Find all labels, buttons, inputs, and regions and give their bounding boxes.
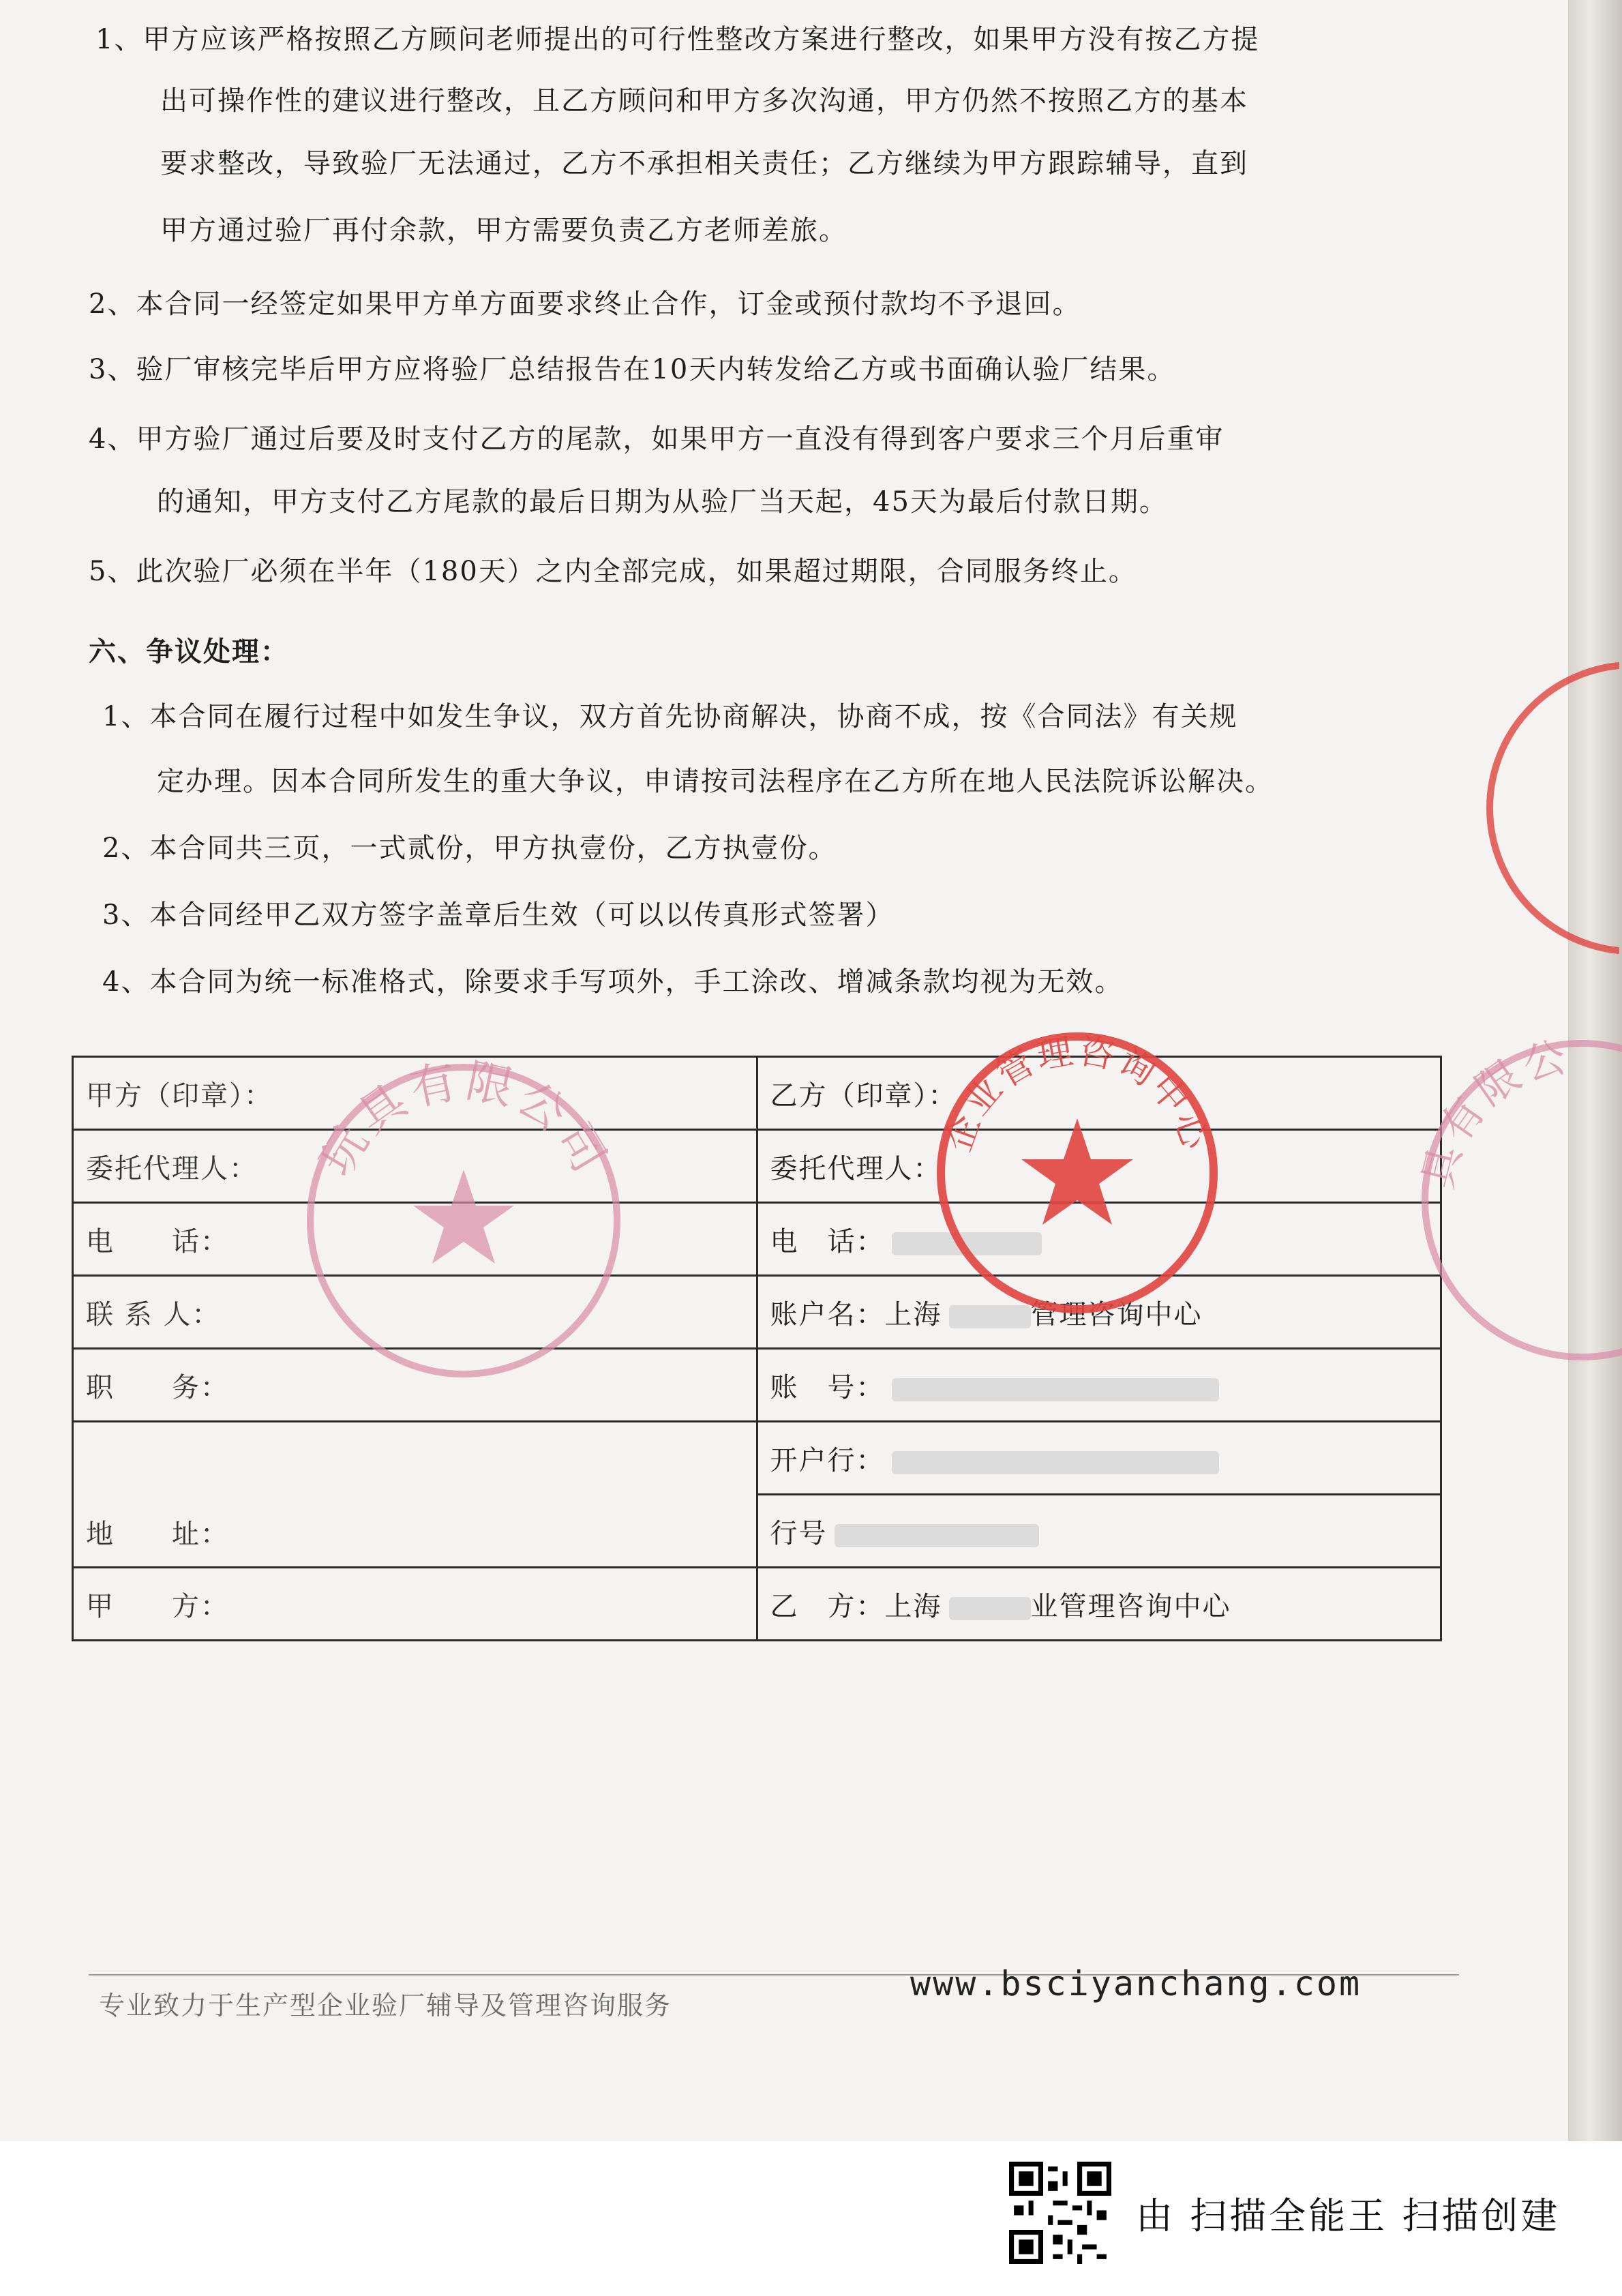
party-b-company-seal xyxy=(927,1023,1227,1326)
clause-1-line-4: 甲方通过验厂再付余款，甲方需要负责乙方老师差旅。 xyxy=(160,215,847,246)
party-a-address-cell xyxy=(73,1422,757,1568)
dispute-item-2: 2、本合同共三页，一式贰份，甲方执壹份，乙方执壹份。 xyxy=(102,833,837,864)
party-b-seal-text: 企业管理咨询中心 xyxy=(937,1030,1217,1157)
bank-no-label: 行号 xyxy=(770,1517,828,1549)
dispute-item-1-line-2: 定办理。因本合同所发生的重大争议，申请按司法程序在乙方所在地人民法院诉讼解决。 xyxy=(157,766,1274,797)
signature-table xyxy=(72,1056,1442,1641)
svg-text:玩具有限公司 xyxy=(310,1054,618,1185)
party-a-phone-label: 电 话： xyxy=(86,1225,229,1257)
party-a-seal-label: 甲方（印章）： xyxy=(86,1079,273,1112)
svg-text:玩具有限公司 xyxy=(1405,1023,1575,1193)
party-a-contact-label: 联 系 人： xyxy=(86,1298,221,1330)
clause-1-line-1: 1、甲方应该严格按照乙方顾问老师提出的可行性整改方案进行整改，如果甲方没有按乙方提 xyxy=(95,24,1260,55)
party-a-name-cell xyxy=(73,1568,757,1641)
party-a-company-seal xyxy=(293,1050,634,1394)
party-b-bank-cell xyxy=(757,1422,1441,1495)
party-b-name-suffix: 业管理咨询中心 xyxy=(1030,1590,1231,1622)
dispute-item-3: 3、本合同经甲乙双方签字盖章后生效（可以以传真形式签署） xyxy=(102,899,895,931)
party-b-seal-label: 乙方（印章）： xyxy=(770,1079,957,1112)
qr-code-icon xyxy=(1009,2162,1111,2264)
edge-seal-partial-lower xyxy=(1405,1023,1622,1380)
party-b-phone-label: 电 话： xyxy=(770,1225,885,1257)
clause-4-line-1: 4、甲方验厂通过后要及时支付乙方的尾款，如果甲方一直没有得到客户要求三个月后重审 xyxy=(89,423,1225,455)
edge-seal-partial-upper xyxy=(1483,648,1619,971)
clause-4-line-2: 的通知，甲方支付乙方尾款的最后日期为从验厂当天起，45天为最后付款日期。 xyxy=(157,486,1168,518)
clause-2: 2、本合同一经签定如果甲方单方面要求终止合作，订金或预付款均不予退回。 xyxy=(89,288,1081,320)
party-b-name-cell xyxy=(757,1568,1441,1641)
footer-slogan: 专业致力于生产型企业验厂辅导及管理咨询服务 xyxy=(99,1991,672,2021)
redacted-party-b-name xyxy=(949,1597,1031,1620)
bank-label: 开户行： xyxy=(770,1444,885,1476)
account-name-suffix: 管理咨询中心 xyxy=(1030,1298,1203,1330)
clause-5: 5、此次验厂必须在半年（180天）之内全部完成，如果超过期限，合同服务终止。 xyxy=(89,556,1137,587)
redacted-bank xyxy=(892,1451,1219,1474)
footer-url[interactable]: www.bsciyanchang.com xyxy=(910,1964,1362,2003)
dispute-item-4: 4、本合同为统一标准格式，除要求手写项外，手工涂改、增减条款均视为无效。 xyxy=(102,966,1124,998)
party-a-address-label: 地 址： xyxy=(86,1519,229,1550)
party-b-name-label: 乙 方：上海 xyxy=(770,1590,942,1622)
party-a-seal-text: 玩具有限公司 xyxy=(309,1054,618,1185)
party-b-bank-no-cell xyxy=(757,1495,1441,1568)
clause-1-line-3: 要求整改，导致验厂无法通过，乙方不承担相关责任；乙方继续为甲方跟踪辅导，直到 xyxy=(160,148,1248,179)
camscanner-text: 由 扫描全能王 扫描创建 xyxy=(1136,2194,1561,2237)
account-no-label: 账 号： xyxy=(770,1371,885,1403)
clause-1-line-2: 出可操作性的建议进行整改，且乙方顾问和甲方多次沟通，甲方仍然不按照乙方的基本 xyxy=(160,85,1248,117)
party-a-position-label: 职 务： xyxy=(86,1371,229,1403)
party-a-agent-label: 委托代理人： xyxy=(86,1152,258,1184)
party-b-agent-label: 委托代理人： xyxy=(770,1152,942,1184)
dispute-item-1-line-1: 1、本合同在履行过程中如发生争议，双方首先协商解决，协商不成，按《合同法》有关规 xyxy=(102,701,1238,732)
edge-seal-text: 具有限公 xyxy=(1412,1030,1576,1194)
redacted-bank-no xyxy=(835,1524,1039,1547)
account-name-label: 账户名：上海 xyxy=(770,1298,942,1330)
party-a-name-label: 甲 方： xyxy=(86,1590,229,1622)
redacted-account-no xyxy=(892,1378,1219,1401)
party-b-account-no-cell xyxy=(757,1349,1441,1422)
section-six-heading: 六、争议处理： xyxy=(89,636,289,668)
camscanner-watermark xyxy=(1009,2162,1560,2264)
clause-3: 3、验厂审核完毕后甲方应将验厂总结报告在10天内转发给乙方或书面确认验厂结果。 xyxy=(89,354,1176,385)
